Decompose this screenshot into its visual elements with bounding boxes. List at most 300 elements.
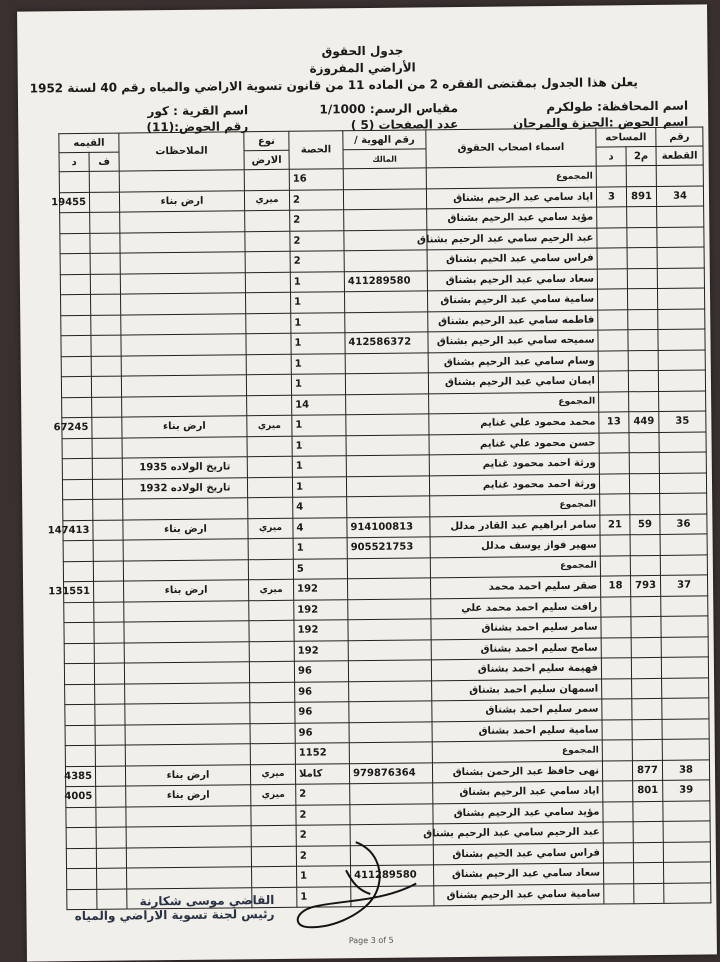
cell-share: 2 (296, 825, 350, 846)
cell-owner-name: المجموع (430, 556, 600, 578)
cell-area-m2 (629, 432, 659, 453)
cell-notes (126, 826, 251, 848)
cell-id-number (347, 557, 430, 578)
cell-plot (658, 308, 705, 329)
col-share: الحصة (289, 131, 343, 170)
cell-area-d (598, 350, 628, 371)
cell-plot (661, 616, 708, 637)
cell-id-number: 411289580 (344, 270, 427, 291)
basin-number-label: رقم الحوض:(11) (146, 119, 249, 135)
governorate-label: اسم المحافظة: طولكرم (546, 98, 689, 115)
cell-land-type (245, 251, 290, 272)
cell-area-d (603, 863, 633, 884)
cell-id-number (346, 393, 429, 414)
col-m2: م2 (626, 146, 656, 165)
cell-plot (660, 534, 707, 555)
cell-land-type (250, 723, 295, 744)
cell-plot: 36 (660, 513, 707, 534)
cell-area-m2: 877 (632, 760, 662, 781)
cell-value-f (91, 356, 121, 377)
col-area: المساحه (596, 127, 656, 147)
cell-land-type (249, 620, 294, 641)
cell-land-type: ميري (248, 518, 293, 539)
cell-notes: تاريخ الولاده 1935 (122, 457, 247, 479)
cell-plot (661, 657, 708, 678)
cell-notes (126, 846, 251, 868)
cell-plot (659, 431, 706, 452)
cell-notes (125, 703, 250, 725)
cell-area-m2 (629, 473, 659, 494)
cell-value (64, 622, 94, 643)
cell-id-number (348, 619, 431, 640)
cell-area-m2 (631, 637, 661, 658)
cell-owner-name: ايمان سامي عبد الرحيم بشناق (428, 371, 598, 393)
cell-area-m2: 449 (629, 411, 659, 432)
cell-area-d (601, 637, 631, 658)
cell-notes (124, 621, 249, 643)
cell-owner-name: عبد الرحيم سامي عبد الرحيم بشناق (427, 228, 597, 250)
col-type-top: نوع (244, 131, 289, 150)
cell-value-f (93, 540, 123, 561)
cell-value (61, 376, 91, 397)
cell-share: 192 (294, 599, 348, 620)
cell-id-number: 979876364 (349, 762, 432, 783)
cell-value (66, 848, 96, 869)
cell-plot (659, 472, 706, 493)
cell-plot (662, 739, 709, 760)
cell-owner-name: المجموع (426, 166, 596, 188)
cell-share: 1 (291, 312, 345, 333)
cell-plot (658, 349, 705, 370)
cell-plot (657, 267, 704, 288)
cell-area-d (602, 760, 632, 781)
cell-area-m2 (631, 596, 661, 617)
cell-owner-name: ورثة احمد محمود غنايم (429, 453, 599, 475)
cell-plot (663, 800, 710, 821)
cell-area-d (604, 883, 634, 904)
cell-area-d (601, 596, 631, 617)
cell-area-d (600, 555, 630, 576)
cell-plot (657, 247, 704, 268)
cell-share: 192 (294, 620, 348, 641)
cell-value-f (96, 807, 126, 828)
cell-plot (659, 452, 706, 473)
doc-title: جدول الحقوق (321, 43, 404, 59)
cell-notes (121, 293, 246, 315)
cell-id-number (350, 783, 433, 804)
cell-value (65, 745, 95, 766)
cell-area-m2 (627, 227, 657, 248)
cell-area-m2 (633, 842, 663, 863)
cell-plot (664, 882, 711, 903)
cell-owner-name: اياد سامي عبد الرحيم بشناق (433, 781, 603, 803)
cell-owner-name: رافت سليم احمد محمد علي (431, 597, 601, 619)
cell-value-f (94, 643, 124, 664)
stamp-line-title: رئيس لجنة تسوية الاراضي والمياه (74, 906, 275, 924)
cell-share: 1 (297, 866, 351, 887)
cell-area-d (601, 658, 631, 679)
cell-id-number (344, 291, 427, 312)
cell-share: 14 (292, 394, 346, 415)
cell-plot (657, 288, 704, 309)
cell-land-type (246, 292, 291, 313)
cell-owner-name: سامر سليم احمد بشناق (431, 617, 601, 639)
cell-land-type (245, 210, 290, 231)
cell-land-type: ميري (244, 190, 289, 211)
cell-plot (657, 226, 704, 247)
cell-share: 5 (293, 558, 347, 579)
cell-value (65, 684, 95, 705)
cell-share: 2 (290, 230, 344, 251)
cell-id-number (345, 352, 428, 373)
cell-owner-name: سامر ابراهيم عبد القادر مدلل (430, 515, 600, 537)
cell-share: 4 (293, 517, 347, 538)
cell-id-number (348, 598, 431, 619)
cell-area-m2 (627, 268, 657, 289)
cell-area-d: 13 (599, 412, 629, 433)
cell-share: 2 (296, 784, 350, 805)
cell-share: 192 (294, 579, 348, 600)
cell-notes (124, 641, 249, 663)
cell-value (64, 602, 94, 623)
cell-area-d (603, 822, 633, 843)
cell-land-type (245, 231, 290, 252)
cell-id-number (345, 373, 428, 394)
rights-table (47, 126, 711, 910)
cell-plot (658, 370, 705, 391)
scale-label: مقياس الرسم: 1/1000 (319, 101, 459, 117)
col-owners: اسماء اصحاب الحقوق (426, 128, 596, 168)
cell-area-m2 (633, 821, 663, 842)
cell-area-m2: 793 (630, 575, 660, 596)
cell-area-d (597, 227, 627, 248)
signature-mark (286, 829, 437, 941)
cell-value-f (89, 192, 119, 213)
cell-area-m2 (631, 657, 661, 678)
cell-id-number (346, 414, 429, 435)
cell-id-number: 411289580 (351, 865, 434, 886)
col-id-bottom: المالك (343, 149, 426, 169)
cell-id-number: 412586372 (345, 332, 428, 353)
cell-area-d: 3 (596, 186, 626, 207)
cell-plot (660, 554, 707, 575)
cell-area-d (602, 678, 632, 699)
cell-value-f (92, 417, 122, 438)
cell-area-d (603, 801, 633, 822)
page-number: Page 3 of 5 (348, 935, 394, 946)
cell-notes: ارض بناء (125, 764, 250, 786)
cell-share: 96 (295, 681, 349, 702)
cell-notes: تاريخ الولاده 1932 (122, 477, 247, 499)
cell-owner-name: سعاد سامي عبد الرحيم بشناق (434, 863, 604, 885)
cell-area-m2 (630, 555, 660, 576)
cell-notes: ارض بناء (124, 580, 249, 602)
cell-owner-name: مؤيد سامي عبد الرحيم بشناق (427, 207, 597, 229)
cell-owner-name: سامية سامي عبد الرحيم بشناق (434, 884, 604, 906)
cell-notes (123, 498, 248, 520)
cell-owner-name: فراس سامي عبد الحيم بشناق (427, 248, 597, 270)
cell-value (65, 704, 95, 725)
cell-share: 2 (296, 804, 350, 825)
cell-plot (661, 636, 708, 657)
cell-notes (120, 231, 245, 253)
cell-area-d (598, 309, 628, 330)
cell-area-d: 18 (600, 576, 630, 597)
cell-plot: 35 (659, 411, 706, 432)
cell-plot: 37 (660, 575, 707, 596)
cell-value-f (96, 786, 126, 807)
cell-notes: ارض بناء (122, 416, 247, 438)
cell-land-type (251, 805, 296, 826)
cell-owner-name: سامح سليم احمد بشناق (431, 638, 601, 660)
cell-area-m2 (628, 370, 658, 391)
cell-land-type (250, 743, 295, 764)
cell-plot (660, 493, 707, 514)
cell-area-d (602, 719, 632, 740)
cell-owner-name: سامية سامي عبد الرحيم بشناق (427, 289, 597, 311)
cell-value (61, 356, 91, 377)
cell-share: 1 (297, 886, 351, 907)
cell-value: 4385 (65, 766, 95, 787)
cell-area-d (603, 781, 633, 802)
cell-area-m2 (632, 698, 662, 719)
cell-value-f (91, 294, 121, 315)
cell-value-f (90, 233, 120, 254)
cell-value (62, 438, 92, 459)
cell-value-f (95, 745, 125, 766)
cell-value: 131551 (64, 581, 94, 602)
cell-notes (121, 375, 246, 397)
cell-value (60, 233, 90, 254)
cell-owner-name: المجموع (429, 392, 599, 414)
cell-land-type (248, 497, 293, 518)
cell-land-type: ميري (247, 415, 292, 436)
cell-share: 96 (295, 702, 349, 723)
cell-value-f (92, 458, 122, 479)
cell-land-type (249, 600, 294, 621)
cell-plot (663, 821, 710, 842)
cell-id-number (348, 639, 431, 660)
cell-notes (121, 313, 246, 335)
cell-value: 67245 (62, 417, 92, 438)
cell-area-d (599, 391, 629, 412)
cell-notes (120, 211, 245, 233)
cell-land-type: ميري (250, 764, 295, 785)
cell-notes (120, 252, 245, 274)
cell-value (61, 335, 91, 356)
cell-owner-name: المجموع (430, 494, 600, 516)
cell-owner-name: سميحه سامي عبد الرحيم بشناق (428, 330, 598, 352)
col-d: د (596, 147, 626, 166)
cell-id-number (343, 188, 426, 209)
cell-value (63, 499, 93, 520)
cell-notes (122, 436, 247, 458)
cell-value: 19455 (59, 192, 89, 213)
cell-value-f (91, 315, 121, 336)
cell-area-m2: 891 (626, 186, 656, 207)
cell-value (63, 540, 93, 561)
cell-share: 1 (290, 271, 344, 292)
cell-owner-name: محمد محمود علي غنايم (429, 412, 599, 434)
cell-share: 2 (296, 845, 350, 866)
cell-value (60, 212, 90, 233)
cell-value-f (96, 827, 126, 848)
cell-notes (122, 395, 247, 417)
cell-value (66, 827, 96, 848)
cell-plot: 34 (656, 185, 703, 206)
cell-area-m2 (628, 329, 658, 350)
cell-id-number (346, 475, 429, 496)
cell-value-f (95, 766, 125, 787)
cell-value-f (96, 848, 126, 869)
cell-land-type (247, 436, 292, 457)
cell-value (61, 294, 91, 315)
cell-land-type: ميري (249, 579, 294, 600)
cell-id-number (346, 434, 429, 455)
cell-notes (125, 744, 250, 766)
cell-area-m2 (630, 493, 660, 514)
cell-area-m2 (632, 719, 662, 740)
official-stamp (64, 893, 274, 923)
cell-plot (663, 841, 710, 862)
cell-plot (662, 677, 709, 698)
cell-land-type (247, 477, 292, 498)
cell-notes (121, 354, 246, 376)
cell-value-f (94, 581, 124, 602)
cell-id-number (343, 168, 426, 189)
cell-area-d: 21 (600, 514, 630, 535)
cell-owner-name: سهير فواز يوسف مدلل (430, 535, 600, 557)
col-value-d: د (59, 152, 89, 171)
cell-value-f (92, 479, 122, 500)
cell-area-m2 (627, 288, 657, 309)
cell-share: 1 (293, 538, 347, 559)
cell-value-f (92, 438, 122, 459)
cell-value (62, 479, 92, 500)
cell-value-f (93, 520, 123, 541)
cell-land-type (248, 538, 293, 559)
cell-value (66, 807, 96, 828)
cell-owner-name: المجموع (432, 740, 602, 762)
cell-notes (123, 539, 248, 561)
cell-owner-name: اياد سامي عبد الرحيم بشناق (426, 187, 596, 209)
cell-land-type (246, 374, 291, 395)
cell-area-d (603, 842, 633, 863)
cell-owner-name: نهى حافظ عبد الرحمن بشناق (432, 761, 602, 783)
cell-area-d (600, 535, 630, 556)
cell-notes (126, 805, 251, 827)
cell-share: 2 (290, 251, 344, 272)
cell-area-m2 (633, 862, 663, 883)
cell-area-m2: 59 (630, 514, 660, 535)
cell-value-f (94, 663, 124, 684)
cell-value-f (91, 376, 121, 397)
cell-notes (124, 662, 249, 684)
cell-owner-name: فاطمه سامي عبد الرحيم بشناق (428, 310, 598, 332)
cell-notes: ارض بناء (123, 518, 248, 540)
cell-area-d (601, 617, 631, 638)
cell-area-m2 (632, 678, 662, 699)
cell-area-m2 (627, 206, 657, 227)
cell-share: 1 (292, 435, 346, 456)
cell-land-type (246, 333, 291, 354)
cell-share: 1152 (295, 743, 349, 764)
cell-plot (658, 329, 705, 350)
cell-value (60, 274, 90, 295)
cell-area-d (599, 473, 629, 494)
cell-share: 1 (291, 333, 345, 354)
cell-land-type (246, 313, 291, 334)
cell-area-d (600, 494, 630, 515)
cell-notes (120, 272, 245, 294)
cell-area-m2 (629, 391, 659, 412)
cell-id-number: 905521753 (347, 537, 430, 558)
cell-id-number (344, 250, 427, 271)
cell-land-type (244, 169, 289, 190)
cell-plot (662, 718, 709, 739)
cell-area-m2 (629, 452, 659, 473)
cell-land-type (247, 395, 292, 416)
col-value: القيمه (59, 133, 119, 153)
cell-notes (125, 723, 250, 745)
cell-value (65, 725, 95, 746)
cell-value (62, 397, 92, 418)
cell-land-type (249, 641, 294, 662)
cell-id-number (349, 721, 432, 742)
cell-share: 1 (292, 415, 346, 436)
cell-value (63, 561, 93, 582)
cell-area-d (596, 166, 626, 187)
cell-owner-name: ورثة احمد محمود غنايم (429, 474, 599, 496)
cell-value-f (90, 253, 120, 274)
cell-notes: ارض بناء (126, 785, 251, 807)
cell-notes: ارض بناء (119, 190, 244, 212)
cell-value-f (90, 212, 120, 233)
cell-id-number: 914100813 (347, 516, 430, 537)
cell-share: 4 (293, 497, 347, 518)
cell-area-m2 (633, 801, 663, 822)
cell-land-type: ميري (251, 784, 296, 805)
cell-id-number (349, 701, 432, 722)
cell-area-d (598, 371, 628, 392)
basin-name-label: اسم الحوض :الجيزة والمرحان (512, 114, 689, 131)
cell-share: 1 (292, 476, 346, 497)
cell-area-m2 (631, 616, 661, 637)
cell-value-f (93, 499, 123, 520)
cell-area-m2 (628, 309, 658, 330)
doc-subtitle: الأراضي المفروزة (309, 60, 416, 76)
cell-area-m2: 801 (633, 780, 663, 801)
cell-share: 96 (294, 661, 348, 682)
cell-area-d (602, 740, 632, 761)
cell-owner-name: سمر سليم احمد بشناق (432, 699, 602, 721)
cell-area-d (597, 268, 627, 289)
cell-notes (123, 559, 248, 581)
col-notes: الملاحظات (119, 132, 244, 171)
cell-land-type (250, 682, 295, 703)
cell-owner-name: اسمهان سليم احمد بشناق (432, 679, 602, 701)
cell-share: 1 (291, 374, 345, 395)
cell-owner-name: عبد الرحيم سامي عبد الرحيم بشناق (433, 822, 603, 844)
cell-value: 147413 (63, 520, 93, 541)
cell-share: كاملا (295, 763, 349, 784)
col-id-top: رقم الهوية / (343, 130, 426, 150)
cell-id-number (344, 229, 427, 250)
col-f: ف (89, 152, 119, 171)
cell-owner-name: صقر سليم احمد محمد (430, 576, 600, 598)
cell-owner-name: سامية سليم احمد بشناق (432, 720, 602, 742)
cell-value-f (92, 397, 122, 418)
